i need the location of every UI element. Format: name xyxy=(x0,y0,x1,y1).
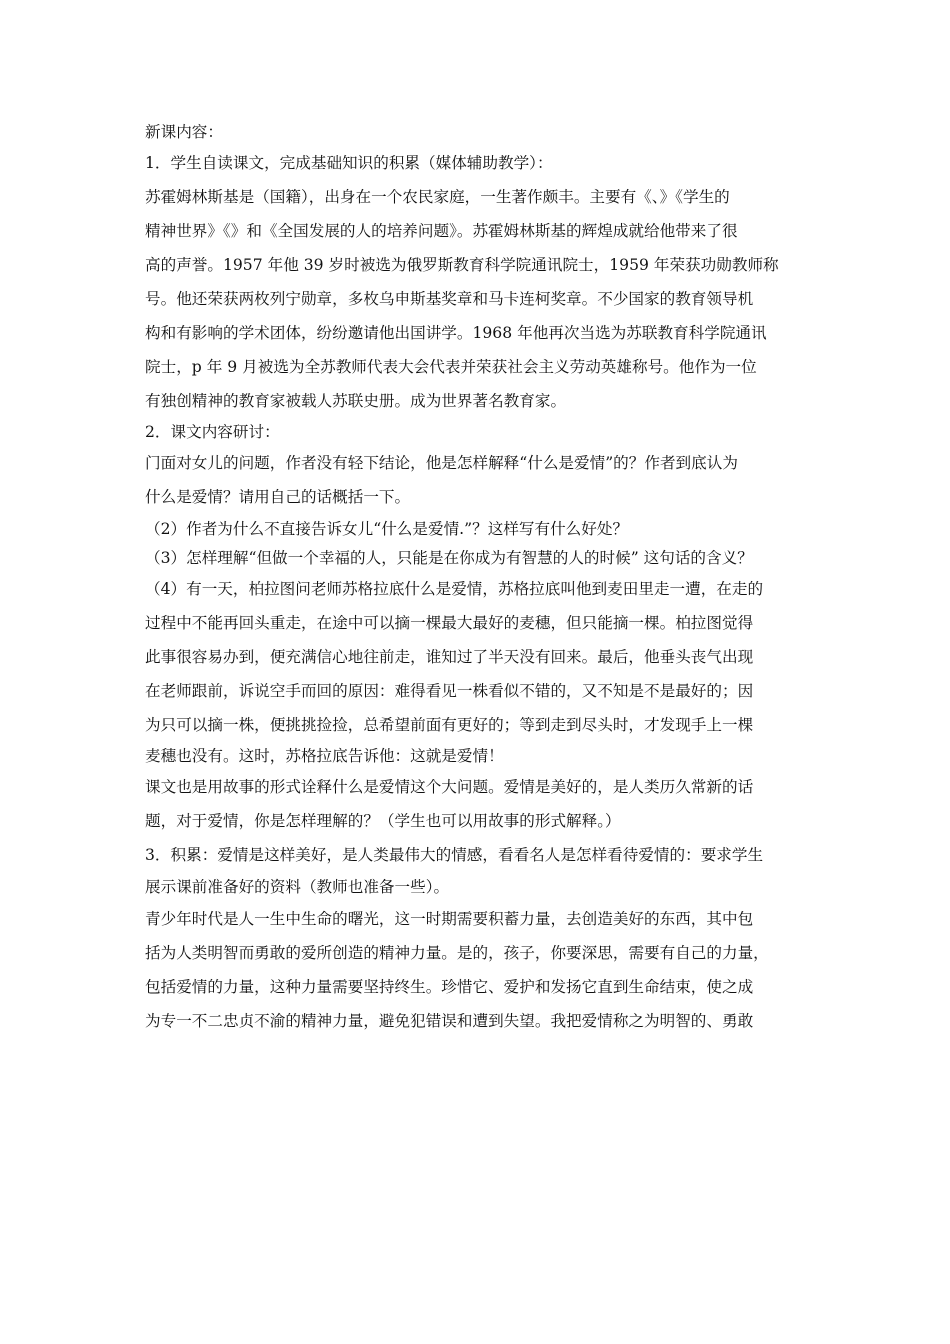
question-2: （2）作者为什么不直接告诉女儿“什么是爱情.”？这样写有什么好处？ xyxy=(145,520,629,538)
text-line: 青少年时代是人一生中生命的曙光，这一时期需要积蓄力量，去创造美好的东西，其中包 xyxy=(145,910,754,928)
text-line: 展示课前准备好的资料（教师也准备一些）。 xyxy=(145,878,450,896)
text-line: 题，对于爱情，你是怎样理解的？（学生也可以用故事的形式解释。） xyxy=(145,812,621,830)
text-line: 此事很容易办到，便充满信心地往前走，谁知过了半天没有回来。最后，他垂头丧气出现 xyxy=(145,648,754,666)
document-body xyxy=(145,118,845,1038)
text-line: 门面对女儿的问题，作者没有轻下结论，他是怎样解释“什么是爱情”的？作者到底认为 xyxy=(145,454,738,472)
text-line: 院士，p 年 9 月被选为全苏教师代表大会代表并荣获社会主义劳动英雄称号。他作为一位 xyxy=(145,358,757,376)
section-heading-1: 1．学生自读课文，完成基础知识的积累（媒体辅助教学）： xyxy=(145,154,553,172)
text-line: 什么是爱情？请用自己的话概括一下。 xyxy=(145,488,411,506)
text-line: 为只可以摘一株，便挑挑捡捡，总希望前面有更好的；等到走到尽头时，才发现手上一棵 xyxy=(145,716,754,734)
section-heading-3: 3．积累：爱情是这样美好，是人类最伟大的情感，看看名人是怎样看待爱情的：要求学生 xyxy=(145,846,764,864)
text-line: 括为人类明智而勇敢的爱所创造的精神力量。是的，孩子，你要深思，需要有自己的力量， xyxy=(145,944,769,962)
text-line: 高的声誉。1957 年他 39 岁时被选为俄罗斯教育科学院通讯院士，1959 年荣获功勋教师称 xyxy=(145,256,779,274)
section-heading-new-content: 新课内容： xyxy=(145,123,223,141)
text-line: 有独创精神的教育家被载人苏联史册。成为世界著名教育家。 xyxy=(145,392,567,410)
text-line: 过程中不能再回头重走，在途中可以摘一棵最大最好的麦穗，但只能摘一棵。柏拉图觉得 xyxy=(145,614,754,632)
section-heading-2: 2．课文内容研讨： xyxy=(145,423,280,441)
text-line: 构和有影响的学术团体，纷纷邀请他出国讲学。1968 年他再次当选为苏联教育科学院通讯 xyxy=(145,324,767,342)
text-line: 包括爱情的力量，这种力量需要坚持终生。珍惜它、爱护和发扬它直到生命结束，使之成 xyxy=(145,978,754,996)
question-3: （3）怎样理解“但做一个幸福的人，只能是在你成为有智慧的人的时候” 这句话的含义？ xyxy=(145,549,753,567)
text-line: 精神世界》《》和《全国发展的人的培养问题》。苏霍姆林斯基的辉煌成就给他带来了很 xyxy=(145,222,738,240)
text-line: 麦穗也没有。这时，苏格拉底告诉他：这就是爱情！ xyxy=(145,747,504,765)
text-line: 苏霍姆林斯基是（国籍），出身在一个农民家庭，一生著作颇丰。主要有《、》《学生的 xyxy=(145,188,730,206)
text-line: 号。他还荣获两枚列宁勋章，多枚乌申斯基奖章和马卡连柯奖章。不少国家的教育领导机 xyxy=(145,290,754,308)
question-4: （4）有一天，柏拉图问老师苏格拉底什么是爱情，苏格拉底叫他到麦田里走一遭，在走的 xyxy=(145,580,764,598)
text-line: 课文也是用故事的形式诠释什么是爱情这个大问题。爱情是美好的，是人类历久常新的话 xyxy=(145,778,754,796)
text-line: 为专一不二忠贞不渝的精神力量，避免犯错误和遭到失望。我把爱情称之为明智的、勇敢 xyxy=(145,1012,754,1030)
text-line: 在老师跟前，诉说空手而回的原因：难得看见一株看似不错的，又不知是不是最好的；因 xyxy=(145,682,754,700)
